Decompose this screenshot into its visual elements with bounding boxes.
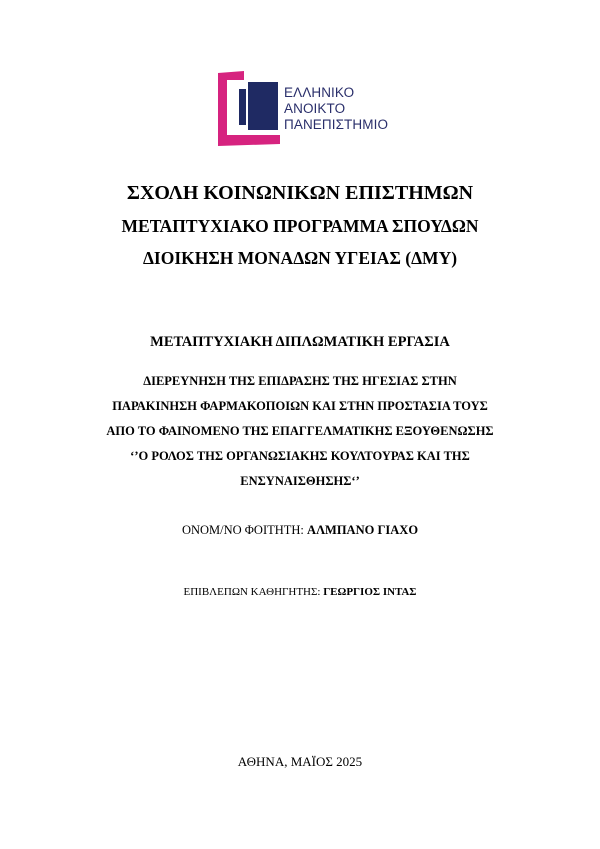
program-name: ΔΙΟΙΚΗΣΗ ΜΟΝΑΔΩΝ ΥΓΕΙΑΣ (ΔΜΥ) xyxy=(142,248,458,268)
supervisor-name: ΓΕΩΡΓΙΟΣ ΙΝΤΑΣ xyxy=(323,586,417,598)
program-heading: ΜΕΤΑΠΤΥΧΙΑΚΟ ΠΡΟΓΡΑΜΜΑ ΣΠΟΥΔΩΝ xyxy=(121,216,479,236)
thesis-title-line: ΔΙΕΡΕΥΝΗΣΗ ΤΗΣ ΕΠΙΔΡΑΣΗΣ ΤΗΣ ΗΓΕΣΙΑΣ ΣΤΗΝ xyxy=(143,374,457,388)
thesis-type: ΜΕΤΑΠΤΥΧΙΑΚΗ ΔΙΠΛΩΜΑΤΙΚΗ ΕΡΓΑΣΙΑ xyxy=(150,334,450,350)
logo-emblem-icon xyxy=(218,71,282,146)
student-name: ΑΛΜΠΑΝΟ ΓΙΑΧΟ xyxy=(307,523,419,537)
thesis-title-line: ΠΑΡΑΚΙΝΗΣΗ ΦΑΡΜΑΚΟΠΟΙΩΝ ΚΑΙ ΣΤΗΝ ΠΡΟΣΤΑΣΙΑ ΤΟΥΣ xyxy=(112,399,488,413)
logo-wordmark xyxy=(284,85,388,133)
supervisor-line xyxy=(0,586,600,598)
student-line xyxy=(0,523,600,538)
school-name: ΣΧΟΛΗ ΚΟΙΝΩΝΙΚΩΝ ΕΠΙΣΤΗΜΩΝ xyxy=(126,182,474,204)
place-date: ΑΘΗΝΑ, ΜΑΪΟΣ 2025 xyxy=(237,754,363,769)
logo-line: ΕΛΛΗΝΙΚΟ xyxy=(284,85,355,100)
thesis-title-line: ‘’Ο ΡΟΛΟΣ ΤΗΣ ΟΡΓΑΝΩΣΙΑΚΗΣ ΚΟΥΛΤΟΥΡΑΣ ΚΑΙ ΤΗΣ xyxy=(130,449,470,463)
student-label: ΟΝΟΜ/ΝΟ ΦΟΙΤΗΤΗ: xyxy=(181,523,304,537)
logo-line: ΠΑΝΕΠΙΣΤΗΜΙΟ xyxy=(284,117,389,132)
university-logo xyxy=(218,71,408,146)
supervisor-label: ΕΠΙΒΛΕΠΩΝ ΚΑΘΗΓΗΤΗΣ: xyxy=(183,586,321,598)
thesis-title-line: ΑΠΟ ΤΟ ΦΑΙΝΟΜΕΝΟ ΤΗΣ ΕΠΑΓΓΕΛΜΑΤΙΚΗΣ ΕΞΟΥΘΕΝΩΣΗΣ xyxy=(106,424,494,438)
logo-line: ΑΝΟΙΚΤΟ xyxy=(284,101,346,116)
thesis-title-line: ΕΝΣΥΝΑΙΣΘΗΣΗΣ‘’ xyxy=(240,474,360,488)
